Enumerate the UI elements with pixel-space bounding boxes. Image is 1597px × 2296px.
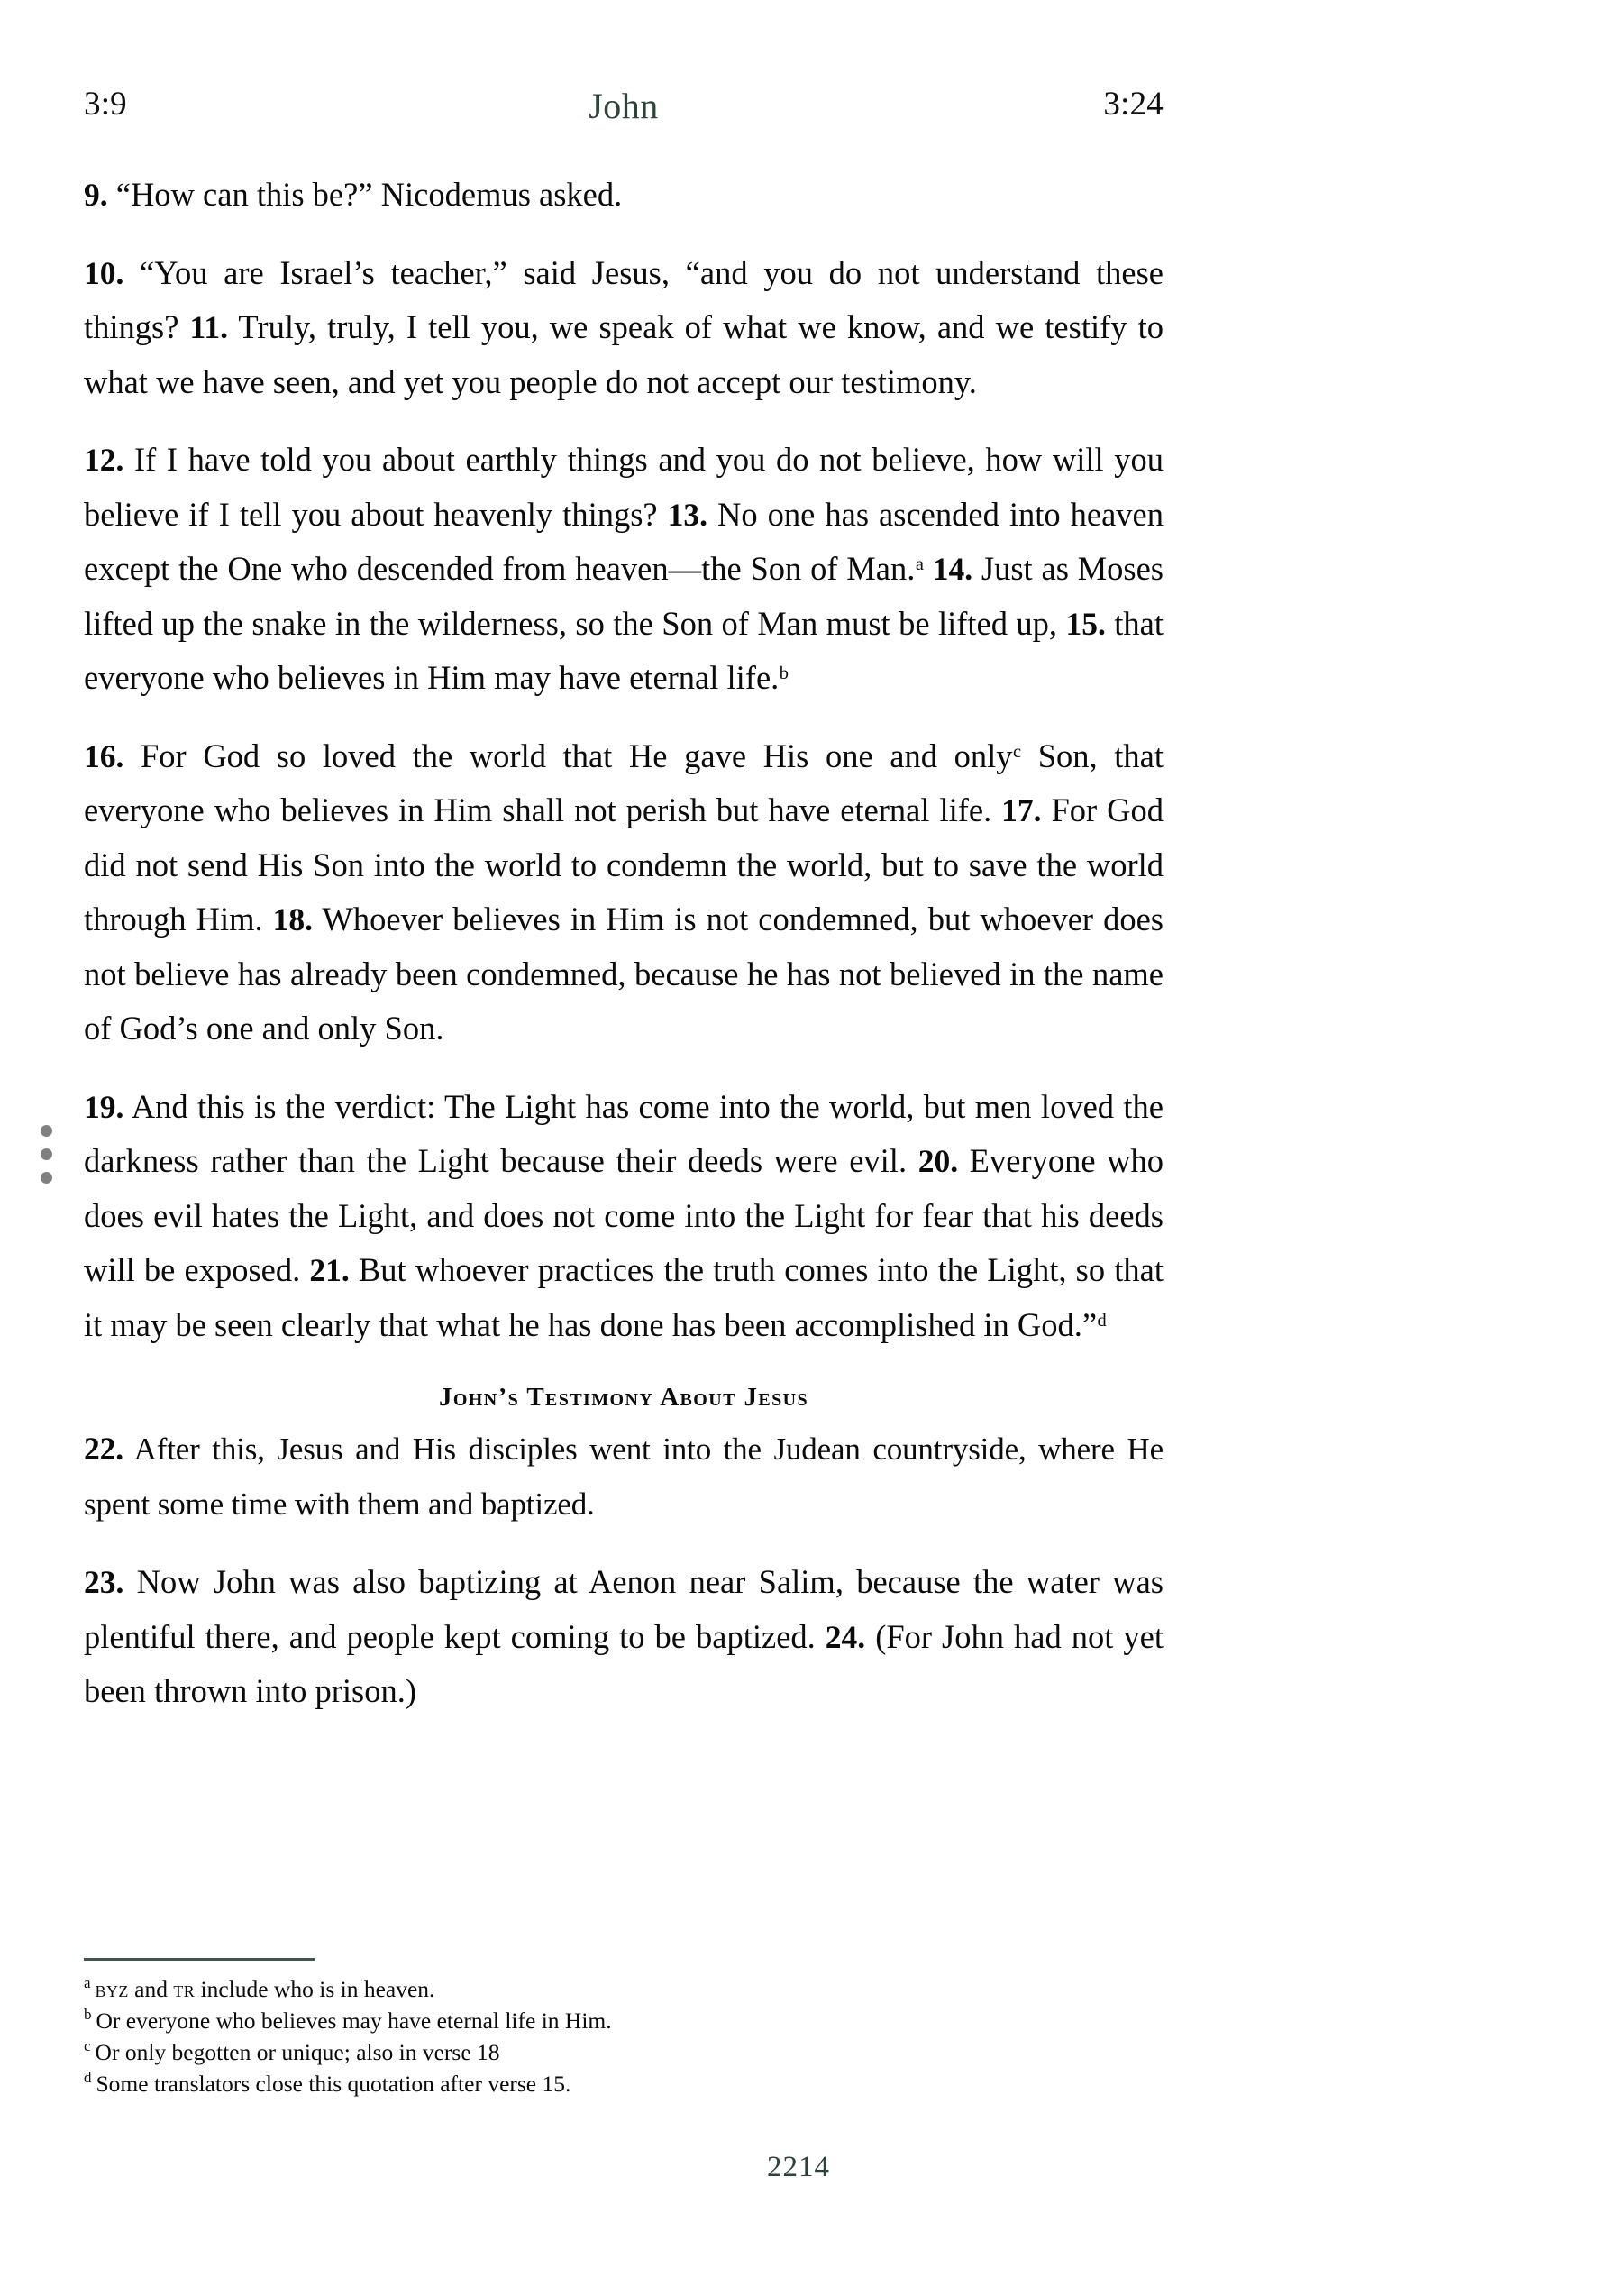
footnote-d: $^d$ Some translators close this quotation after verse 15. <box>84 2068 571 2097</box>
page-content-column <box>84 0 1164 1719</box>
footnote-marker-d: d <box>84 2068 92 2086</box>
footnote-c: $^c$ Or only begotten or unique; also in verse 18 <box>84 2036 500 2065</box>
verse-number: 10. <box>84 254 124 291</box>
running-head <box>84 85 1164 162</box>
verse-number: 12. <box>84 442 124 478</box>
verse-paragraph: 9. “How can this be?” Nicodemus asked. <box>84 176 623 213</box>
footnote-marker-c: c <box>84 2036 91 2054</box>
page-number: 2214 <box>767 2151 830 2183</box>
footnote-separator-rule <box>84 1958 315 1961</box>
verse-number: 23. <box>84 1564 124 1600</box>
verse-number: 20. <box>917 1143 959 1179</box>
footnote-section <box>84 1958 1164 2099</box>
footnote-b: $^b$ Or everyone who believes may have eternal life in Him. <box>84 2005 612 2034</box>
verse-paragraph: 12. If I have told you about earthly things and you do not believe, how will you believe if I tell you about heavenly things? 13. No one has ascended into heaven except the One who descended from heaven—the Son of Man.$^a$ 14. Just as Moses lifted up the snake in the wilderness, so the Son of Man must be lifted up, 15. that everyone who believes in Him may have eternal life.$^b$ <box>84 441 1164 696</box>
verse-number: 19. <box>84 1088 124 1125</box>
footnote-list <box>84 1973 1164 2099</box>
section-heading: John’s Testimony About Jesus <box>438 1383 809 1412</box>
verse-number: 14. <box>932 551 973 587</box>
verse-number: 21. <box>309 1252 350 1288</box>
running-head-book-title: John <box>589 86 659 126</box>
footnote-reference-d[interactable]: d <box>1097 1310 1107 1331</box>
verse-number: 13. <box>667 496 708 533</box>
verse-paragraph: 19. And this is the verdict: The Light has come into the world, but men loved the darkness rather than the Light because their deeds were evil. 20. Everyone who does evil hates the Light, and does not come into the Light for fear that his deeds will be exposed. 21. But whoever practices the truth comes into the Light, so that it may be seen clearly that what he has done has been accomplished in God.”$^d$ <box>84 1087 1164 1343</box>
verse-number: 24. <box>825 1618 866 1655</box>
verse-number: 11. <box>189 309 228 345</box>
footnote-marker-b: b <box>84 2005 92 2023</box>
footnote-reference-c[interactable]: c <box>1013 741 1022 762</box>
footnote-marker-a: a <box>84 1973 91 1991</box>
verse-paragraph: 22. After this, Jesus and His disciples went into the Judean countryside, where He spent some time with them and baptized. <box>84 1431 1164 1522</box>
dot-icon <box>41 1125 52 1137</box>
verse-paragraph: 23. Now John was also baptizing at Aenon near Salim, because the water was plentiful there, and people kept coming to be baptized. 24. (For John had not yet been thrown into prison.) <box>84 1563 1164 1709</box>
verse-number: 22. <box>84 1431 123 1467</box>
scripture-body <box>84 168 1164 1719</box>
dot-icon <box>41 1172 52 1184</box>
small-caps-abbreviation: byz <box>95 1976 129 2002</box>
footnote-reference-b[interactable]: b <box>779 663 789 684</box>
verse-number: 18. <box>272 901 314 938</box>
three-dot-handle-icon[interactable] <box>41 1125 53 1185</box>
verse-paragraph: 16. For God so loved the world that He gave His one and only$^c$ Son, that everyone who believes in Him shall not perish but have eternal life. 17. For God did not send His Son into the world to condemn the world, but to save the world through Him. 18. Whoever believes in Him is not condemned, but whoever does not believe has already been condemned, because he has not believed in the name of God’s one and only Son. <box>84 736 1164 1047</box>
running-head-verse-start: 3:9 <box>84 86 127 123</box>
footnote-reference-a[interactable]: a <box>915 554 924 575</box>
small-caps-abbreviation: tr <box>173 1976 196 2002</box>
verse-block-before-heading <box>84 168 1164 1352</box>
verse-block-after-heading <box>84 1422 1164 1719</box>
dot-icon <box>41 1148 52 1160</box>
running-head-verse-end: 3:24 <box>1103 86 1164 123</box>
verse-number: 16. <box>84 737 124 774</box>
verse-number: 9. <box>84 177 108 213</box>
footnote-a: $^a$ byz and tr include who is in heaven. <box>84 1973 435 2002</box>
verse-paragraph: 10. “You are Israel’s teacher,” said Jesus, “and you do not understand these things? 11. Truly, truly, I tell you, we speak of what we know, and we testify to what we have seen, and yet you people do not accept our testimony. <box>84 253 1164 400</box>
verse-number: 15. <box>1065 605 1106 642</box>
verse-number: 17. <box>1001 792 1042 828</box>
